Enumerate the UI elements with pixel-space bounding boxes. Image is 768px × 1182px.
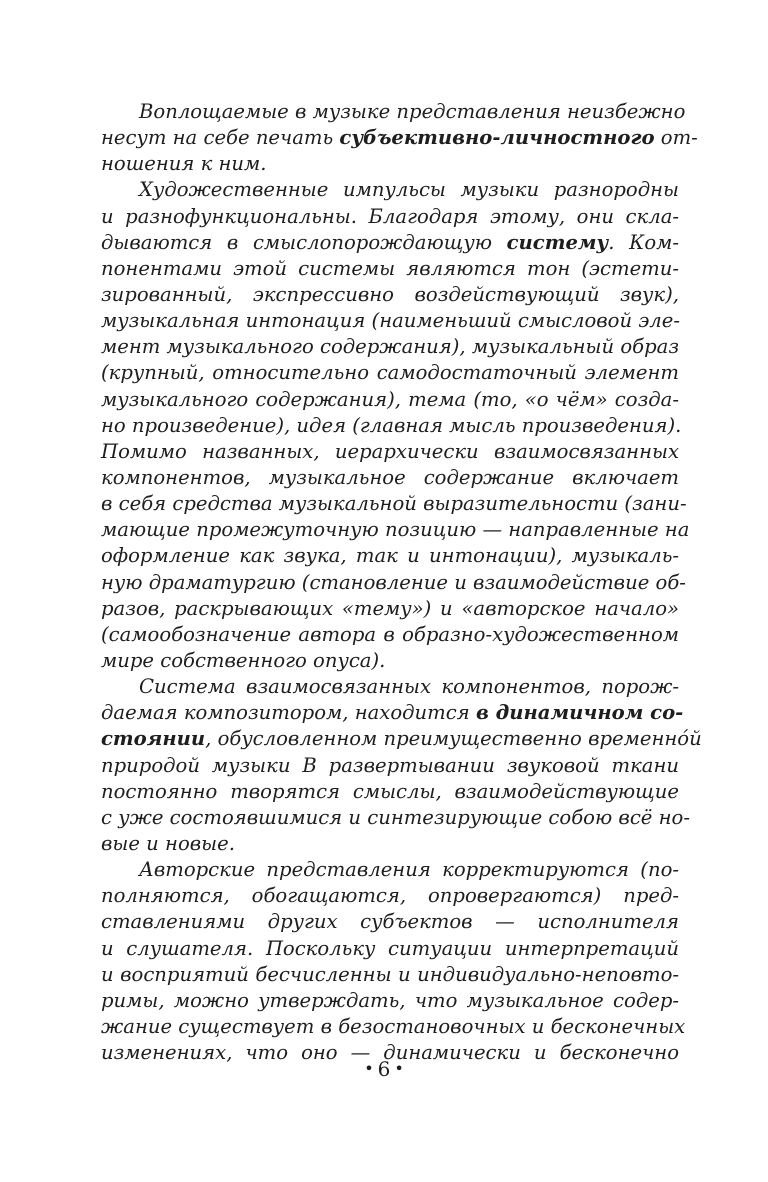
text-run: и разнофункциональны. Благодаря этому, они скла- <box>101 204 679 228</box>
text-run: несут на себе печать <box>101 126 340 150</box>
text-line <box>101 596 679 622</box>
text-line <box>101 334 679 360</box>
text-run: изменениях, что оно — динамически и бесконечно <box>101 1041 679 1065</box>
text-line <box>101 151 679 177</box>
text-run: мент музыкального содержания), музыкальный образ <box>101 335 680 359</box>
text-run: но произведение), идея (главная мысль произведения). <box>101 413 682 437</box>
text-line <box>101 99 686 125</box>
text-line <box>101 491 687 517</box>
text-run: Система взаимосвязанных компонентов, порож- <box>139 675 679 699</box>
text-line <box>101 726 702 752</box>
text-run: природой музыки В развертывании звуковой ткани <box>101 753 679 777</box>
text-run: музыкального содержания), тема (то, «о чём» созда- <box>101 387 679 411</box>
text-line <box>101 622 679 648</box>
text-run: (самообозначение автора в образно-художественном <box>101 622 679 646</box>
text-line <box>101 700 684 726</box>
text-line <box>101 204 679 230</box>
text-run: ношения к ним. <box>101 152 267 176</box>
text-run: вые и новые. <box>101 831 235 855</box>
text-line <box>101 282 679 308</box>
text-line <box>101 1014 686 1040</box>
text-run: компонентов, музыкальное содержание включает <box>101 465 679 489</box>
text-run: мире собственного опуса). <box>101 648 386 672</box>
text-run: и слушателя. Поскольку ситуации интерпретаций <box>101 936 679 960</box>
emphasized-term: в динамичном со- <box>475 701 684 725</box>
paragraph <box>101 857 686 1066</box>
text-run: римы, можно утверждать, что музыкальное содер- <box>101 988 679 1012</box>
text-run: ную драматургию (становление и взаимодействие об- <box>101 570 686 594</box>
text-run: постоянно творятся смыслы, взаимодействующие <box>101 779 679 803</box>
text-line <box>101 831 679 857</box>
text-run: музыкальная интонация (наименьший смысловой эле- <box>101 309 680 333</box>
text-line <box>101 439 679 465</box>
emphasized-term: систему <box>506 230 609 254</box>
text-line <box>101 883 679 909</box>
paragraph <box>101 674 702 857</box>
text-run: полняются, обогащаются, опровергаются) пред- <box>101 884 679 908</box>
text-line <box>101 988 679 1014</box>
text-run: . Ком- <box>608 230 679 254</box>
text-run: с уже состоявшимися и синтезирующие собою всё но- <box>101 805 690 829</box>
text-line <box>101 779 679 805</box>
text-line <box>101 360 679 386</box>
text-line <box>101 387 679 413</box>
text-run: (крупный, относительно самодостаточный элемент <box>101 361 679 385</box>
text-line <box>101 308 679 334</box>
text-line <box>101 936 679 962</box>
text-run: Художественные импульсы музыки разнородны <box>139 178 679 202</box>
text-run: оформление как звука, так и интонации), музыкаль- <box>101 544 679 568</box>
text-run: Авторские представления корректируются (по- <box>139 858 679 882</box>
text-run: понентами этой системы являются тон (эстети- <box>101 256 679 280</box>
text-line <box>101 570 686 596</box>
text-line <box>101 805 690 831</box>
text-line <box>101 517 690 543</box>
text-run: даемая композитором, находится <box>101 701 476 725</box>
text-run: , обусловленном преимущественно временнóй <box>205 727 702 751</box>
text-run: мающие промежуточную позицию — направленные на <box>101 518 690 542</box>
text-run: Воплощаемые в музыке представления неизбежно <box>139 100 686 123</box>
text-line <box>101 962 679 988</box>
text-run: в себя средства музыкальной выразительности (зани- <box>101 492 687 516</box>
page-footer <box>0 1057 768 1081</box>
text-line <box>101 125 698 151</box>
bullet-icon: • <box>364 1059 374 1078</box>
text-run: зированный, экспрессивно воздействующий звук), <box>101 282 679 306</box>
bullet-icon: • <box>394 1059 404 1078</box>
text-line <box>101 753 679 779</box>
text-run: Помимо названных, иерархически взаимосвязанных <box>101 439 679 463</box>
text-line <box>101 177 679 203</box>
text-line <box>101 256 679 282</box>
text-run: от- <box>654 126 698 150</box>
paragraph <box>101 99 698 177</box>
text-run: дываются в смыслопорождающую <box>101 230 507 254</box>
text-line <box>101 674 679 700</box>
emphasized-term: субъективно-личностного <box>339 126 655 150</box>
text-run: разов, раскрывающих «тему») и «авторское начало» <box>101 596 679 620</box>
page-body <box>101 99 702 1066</box>
text-line <box>101 648 679 674</box>
text-line <box>101 857 679 883</box>
text-run: жание существует в безостановочных и бесконечных <box>101 1014 686 1038</box>
text-line <box>101 230 679 256</box>
paragraph <box>101 177 690 674</box>
text-line <box>101 413 682 439</box>
text-line <box>101 909 679 935</box>
text-run: и восприятий бесчисленны и индивидуально-неповто- <box>101 962 679 986</box>
text-line <box>101 465 679 491</box>
page-number: 6 <box>377 1057 391 1081</box>
text-line <box>101 543 679 569</box>
emphasized-term: стоянии <box>101 727 206 751</box>
text-run: ставлениями других субъектов — исполнителя <box>101 910 679 934</box>
